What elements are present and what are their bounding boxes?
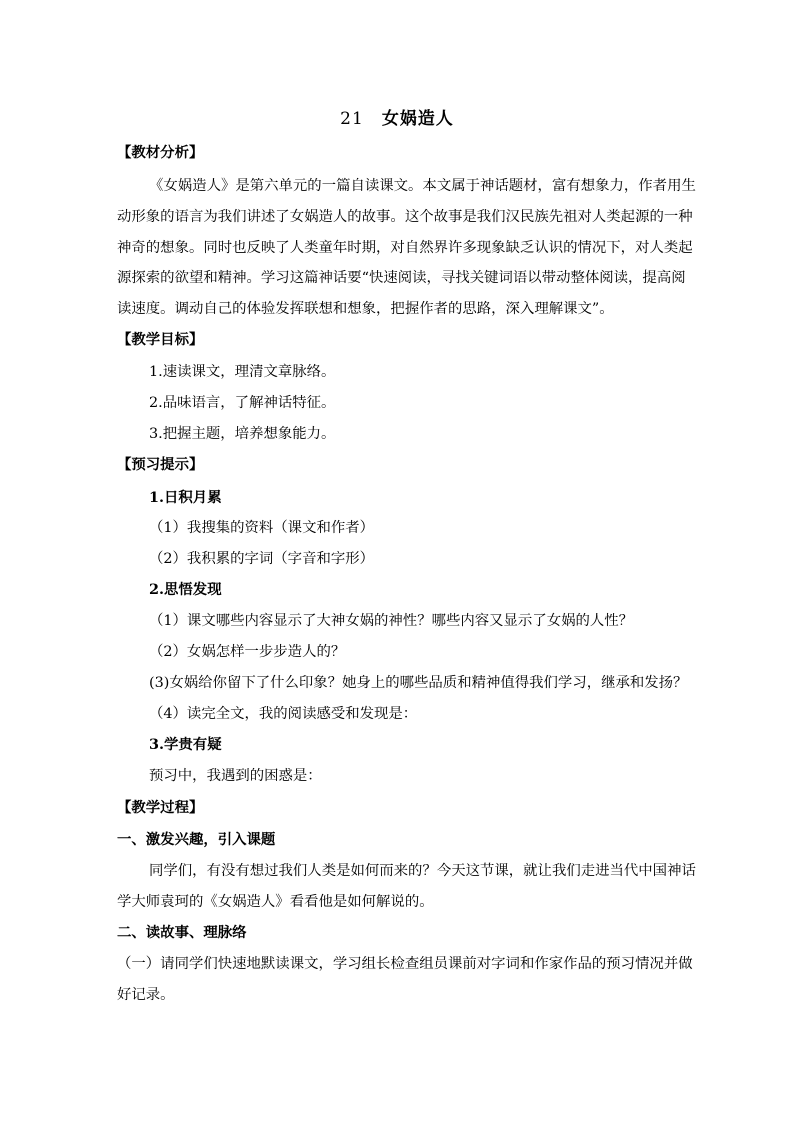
analysis-line-3: 神奇的想象。同时也反映了人类童年时期，对自然界许多现象缺乏认识的情况下，对人类起	[117, 240, 693, 256]
heading-goals: 【教学目标】	[117, 331, 204, 348]
heading-preview: 【预习提示】	[117, 456, 204, 473]
lesson-title: 女娲造人	[381, 109, 454, 129]
process-part1-line-1: 同学们，有没有想过我们人类是如何而来的？今天这节课，就让我们走进当代中国神话	[149, 863, 696, 879]
analysis-line-2: 动形象的语言为我们讲述了女娲造人的故事。这个故事是我们汉民族先祖对人类起源的一种	[117, 209, 693, 225]
heading-process: 【教学过程】	[117, 799, 204, 816]
lesson-number: 21	[340, 109, 364, 129]
analysis-line-1: 《女娲造人》是第六单元的一篇自读课文。本文属于神话题材，富有想象力，作者用生	[149, 178, 696, 194]
process-part1-title: 一、激发兴趣，引入课题	[117, 831, 276, 848]
preview-sub3-item-1: 预习中，我遇到的困惑是：	[149, 768, 322, 784]
preview-sub2-title: 2.思悟发现	[149, 581, 222, 598]
preview-sub2-item-2: （2）女娲怎样一步步造人的？	[149, 644, 346, 660]
preview-sub2-item-1: （1）课文哪些内容显示了大神女娲的神性？哪些内容又显示了女娲的人性？	[149, 613, 634, 629]
preview-sub2-item-4: （4）读完全文，我的阅读感受和发现是：	[149, 706, 418, 722]
process-part2-line-2: 好记录。	[117, 987, 175, 1003]
analysis-line-4: 源探索的欲望和精神。学习这篇神话要“快速阅读，寻找关键词语以带动整体阅读，提高阅	[117, 270, 686, 286]
preview-sub1-item-1: （1）我搜集的资料（课文和作者）	[149, 520, 375, 536]
goal-item-1: 1.速读课文，理清文章脉络。	[149, 364, 336, 380]
preview-sub2-item-3: (3)女娲给你留下了什么印象？她身上的哪些品质和精神值得我们学习，继承和发扬？	[149, 675, 688, 691]
goal-item-2: 2.品味语言，了解神话特征。	[149, 395, 336, 411]
page-title	[0, 104, 794, 129]
heading-analysis: 【教材分析】	[117, 144, 204, 161]
analysis-line-5: 读速度。调动自己的体验发挥联想和想象，把握作者的思路，深入理解课文”。	[117, 301, 614, 317]
process-part2-line-1: （一）请同学们快速地默读课文，学习组长检查组员课前对字词和作家作品的预习情况并做	[117, 956, 693, 972]
process-part1-line-2: 学大师袁珂的《女娲造人》看看他是如何解说的。	[117, 894, 434, 910]
goal-item-3: 3.把握主题，培养想象能力。	[149, 426, 336, 442]
preview-sub3-title: 3.学贵有疑	[149, 736, 222, 753]
preview-sub1-item-2: （2）我积累的字词（字音和字形）	[149, 551, 375, 567]
preview-sub1-title: 1.日积月累	[149, 489, 222, 506]
process-part2-title: 二、读故事、理脉络	[117, 924, 247, 941]
